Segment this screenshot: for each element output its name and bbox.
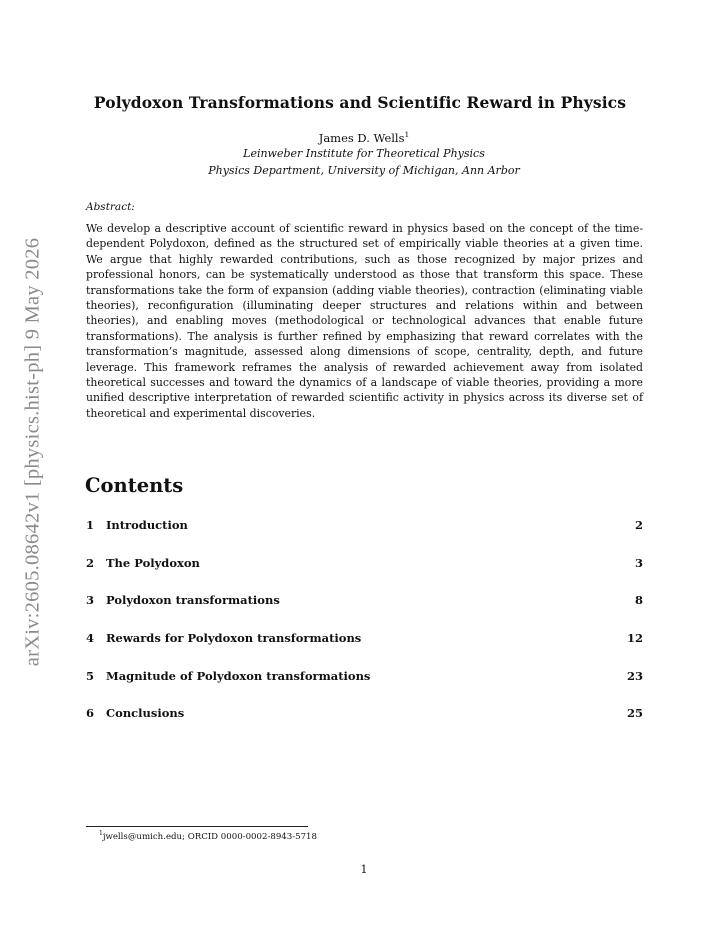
footnote-text[interactable]: jwells@umich.edu; ORCID 0000-0002-8943-5718 (102, 831, 317, 842)
author-name: James D. Wells (318, 130, 405, 145)
toc-section-number: 4 (86, 631, 95, 646)
toc-section-title[interactable]: Polydoxon transformations (106, 593, 280, 608)
toc-section-number: 3 (86, 593, 95, 608)
toc-section-title[interactable]: Introduction (106, 518, 188, 532)
toc-entry[interactable] (86, 706, 643, 744)
author-footnote-mark[interactable]: 1 (404, 130, 410, 139)
abstract-label: Abstract: (86, 201, 135, 213)
toc-section-number: 6 (86, 706, 95, 721)
author-line (0, 130, 720, 145)
toc-entry[interactable] (86, 669, 643, 707)
toc-page-number[interactable]: 23 (626, 668, 643, 683)
toc-section-title[interactable]: Magnitude of Polydoxon transformations (106, 668, 371, 683)
affiliation-institute: Leinweber Institute for Theoretical Physics (243, 147, 485, 160)
footnote (99, 830, 317, 842)
table-of-contents (86, 518, 643, 744)
toc-entry[interactable] (86, 631, 643, 669)
toc-section-title[interactable]: The Polydoxon (106, 555, 200, 570)
abstract-text: We develop a descriptive account of scientific reward in physics based on the concept of the time-dependent Polydoxon, defined as the structured set of empirically viable theories at a given time. We argue that highly rewarded contributions, such as those recognized by major prizes and professional honors, can be systematically understood as those that transform this space. These transformations take the form of expansion (adding viable theories), contraction (eliminating viable theories), reconfiguration (illuminating deeper structures and relations within and between theories), and enabling moves (methodological or technological advances that enable future transformations). The analysis is further refined by emphasizing that reward correlates with the transformation’s magnitude, assessed along dimensions of scope, centrality, depth, and future leverage. This framework reframes the analysis of rewarded achievement away from isolated theoretical successes and toward the dynamics of a landscape of viable theories, providing a more unified descriptive interpretation of rewarded scientific activity in physics across its diverse set of theoretical and experimental discoveries. (86, 222, 643, 420)
arxiv-identifier-stamp[interactable]: arXiv:2605.08642v1 [physics.hist-ph] 9 May 2026 (21, 237, 44, 667)
footnote-mark: 1 (99, 830, 103, 837)
toc-section-title[interactable]: Conclusions (106, 706, 185, 721)
contents-heading: Contents (85, 474, 184, 497)
toc-section-number: 5 (86, 668, 95, 683)
page-number: 1 (360, 863, 368, 876)
toc-page-number[interactable]: 3 (634, 555, 643, 570)
affiliation-department: Physics Department, University of Michigan, Ann Arbor (208, 164, 520, 177)
toc-entry[interactable] (86, 556, 643, 594)
toc-page-number[interactable]: 25 (626, 706, 643, 721)
paper-title: Polydoxon Transformations and Scientific Reward in Physics (93, 93, 627, 112)
toc-section-title[interactable]: Rewards for Polydoxon transformations (106, 631, 362, 646)
toc-page-number[interactable]: 2 (634, 518, 643, 532)
toc-page-number[interactable]: 12 (626, 631, 643, 646)
footnote-divider (86, 826, 308, 827)
toc-entry[interactable] (86, 518, 643, 556)
toc-entry[interactable] (86, 593, 643, 631)
toc-section-number: 1 (86, 518, 95, 532)
toc-page-number[interactable]: 8 (634, 593, 643, 608)
toc-section-number: 2 (86, 555, 95, 570)
